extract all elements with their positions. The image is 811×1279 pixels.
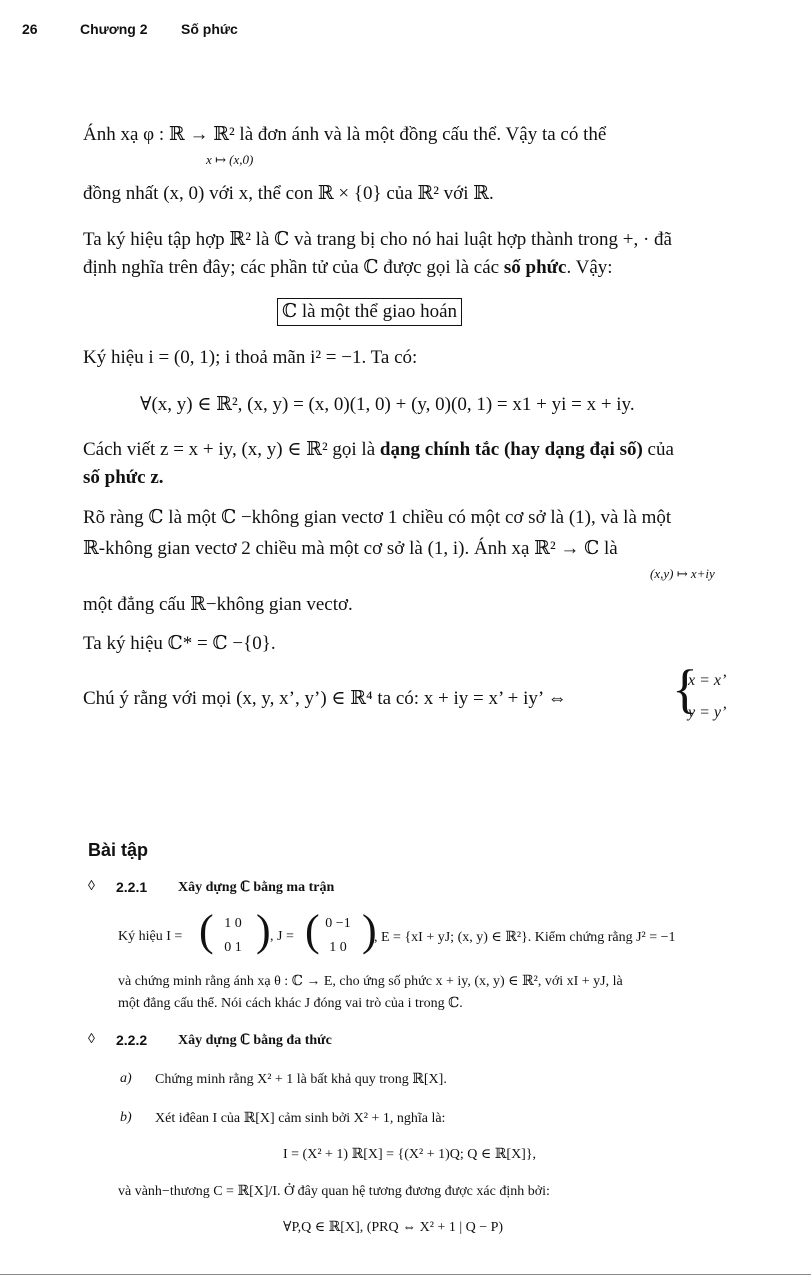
matrix-i-row2: 0 1 <box>224 940 242 955</box>
ex1-line1-end: , E = {xI + yJ; (x, y) ∈ ℝ²}. Kiểm chứng rằng J² = −1 <box>374 930 676 945</box>
page-number: 26 <box>22 21 38 37</box>
term-complex-number: số phức <box>503 257 567 278</box>
p3-formula: ∀(x, y) ∈ ℝ², (x, y) = (x, 0)(1, 0) + (y, 0)(0, 1) = x1 + yi = x + iy. <box>140 394 635 415</box>
p4-line1-text: Cách viết z = x + iy, (x, y) ∈ ℝ² gọi là <box>83 439 376 460</box>
term-canonical-form: dạng chính tắc (hay dạng đại số) <box>379 439 643 460</box>
matrix-i-left-paren: ( <box>199 906 214 955</box>
system-eq2: y = y’ <box>688 704 727 721</box>
p4-line2: số phức z. <box>83 467 164 488</box>
chapter-title: Số phức <box>181 21 238 37</box>
ex2-a-label: a) <box>120 1071 132 1086</box>
p5-line3: một đẳng cấu ℝ−không gian vectơ. <box>83 594 353 615</box>
matrix-i-row1: 1 0 <box>224 916 242 931</box>
p6-line: Ta ký hiệu ℂ* = ℂ −{0}. <box>83 633 276 654</box>
ex2-b-text: Xét iđêan I của ℝ[X] cảm sinh bởi X² + 1, nghĩa là: <box>155 1111 446 1126</box>
ex2-formula2: ∀P,Q ∈ ℝ[X], (PRQ ⇔ X² + 1 | Q − P) <box>283 1220 504 1235</box>
p5-mapping-sub: (x,y) ↦ x+iy <box>650 566 715 581</box>
p2-line2 <box>83 255 613 281</box>
ex1-title: Xây dựng ℂ bằng ma trận <box>178 880 335 895</box>
page-bottom-rule <box>0 1274 811 1275</box>
p4-line1 <box>83 437 674 463</box>
ex1-line1-mid: , J = <box>270 929 294 944</box>
p5-line2: ℝ-không gian vectơ 2 chiều mà một cơ sở là (1, i). Ánh xạ ℝ² → ℂ là <box>83 538 618 559</box>
p4-line1-end: của <box>647 439 674 460</box>
matrix-j-row1: 0 −1 <box>325 916 351 931</box>
p5-line1: Rõ ràng ℂ là một ℂ −không gian vectơ 1 chiều có một cơ sở là (1), và là một <box>83 507 672 528</box>
ex2-a-text: Chứng minh rằng X² + 1 là bất khả quy trong ℝ[X]. <box>155 1072 447 1087</box>
matrix-j-left-paren: ( <box>305 906 320 955</box>
p7-line: Chú ý rằng với mọi (x, y, x’, y’) ∈ ℝ⁴ ta có: x + iy = x’ + iy’ ⇔ <box>83 688 567 709</box>
ex2-number: 2.2.2 <box>116 1032 148 1048</box>
system-brace: { <box>672 659 698 719</box>
matrix-j-right-paren: ) <box>362 906 377 955</box>
boxed-statement: ℂ là một thể giao hoán <box>277 298 462 326</box>
ex2-formula1: I = (X² + 1) ℝ[X] = {(X² + 1)Q; Q ∈ ℝ[X]}, <box>283 1147 537 1162</box>
matrix-i-right-paren: ) <box>256 906 271 955</box>
p2-line1: Ta ký hiệu tập hợp ℝ² là ℂ và trang bị cho nó hai luật hợp thành trong +, · đã <box>83 229 672 250</box>
system-eq1: x = x’ <box>688 672 727 689</box>
p2-line2-text: định nghĩa trên đây; các phần tử của ℂ được gọi là các <box>83 257 500 278</box>
p1-line1: Ánh xạ φ : ℝ → ℝ² là đơn ánh và là một đồng cấu thể. Vậy ta có thể <box>83 124 607 145</box>
p1-mapping-sub: x ↦ (x,0) <box>206 152 254 167</box>
ex1-line3: một đẳng cấu thể. Nói cách khác J đóng vai trò của i trong ℂ. <box>118 996 463 1011</box>
ex1-number: 2.2.1 <box>116 879 148 895</box>
chapter-label: Chương 2 <box>80 21 148 37</box>
p3-line1: Ký hiệu i = (0, 1); i thoả mãn i² = −1. Ta có: <box>83 347 418 368</box>
ex2-title: Xây dựng ℂ bằng đa thức <box>178 1033 332 1048</box>
exercises-heading: Bài tập <box>88 840 149 860</box>
ex1-line1-start: Ký hiệu I = <box>118 929 183 944</box>
matrix-j-row2: 1 0 <box>329 940 347 955</box>
p2-line2-end: . Vậy: <box>566 257 613 278</box>
ex2-line3: và vành−thương C = ℝ[X]/I. Ở đây quan hệ tương đương được xác định bởi: <box>118 1184 550 1199</box>
p1-line2: đồng nhất (x, 0) với x, thể con ℝ × {0} của ℝ² với ℝ. <box>83 183 494 204</box>
ex2-marker: ◊ <box>88 1032 95 1047</box>
ex2-b-label: b) <box>120 1110 132 1125</box>
ex1-line2: và chứng minh rằng ánh xạ θ : ℂ → E, cho ứng số phức x + iy, (x, y) ∈ ℝ², với xI + yJ, là <box>118 974 623 989</box>
ex1-marker: ◊ <box>88 879 95 894</box>
